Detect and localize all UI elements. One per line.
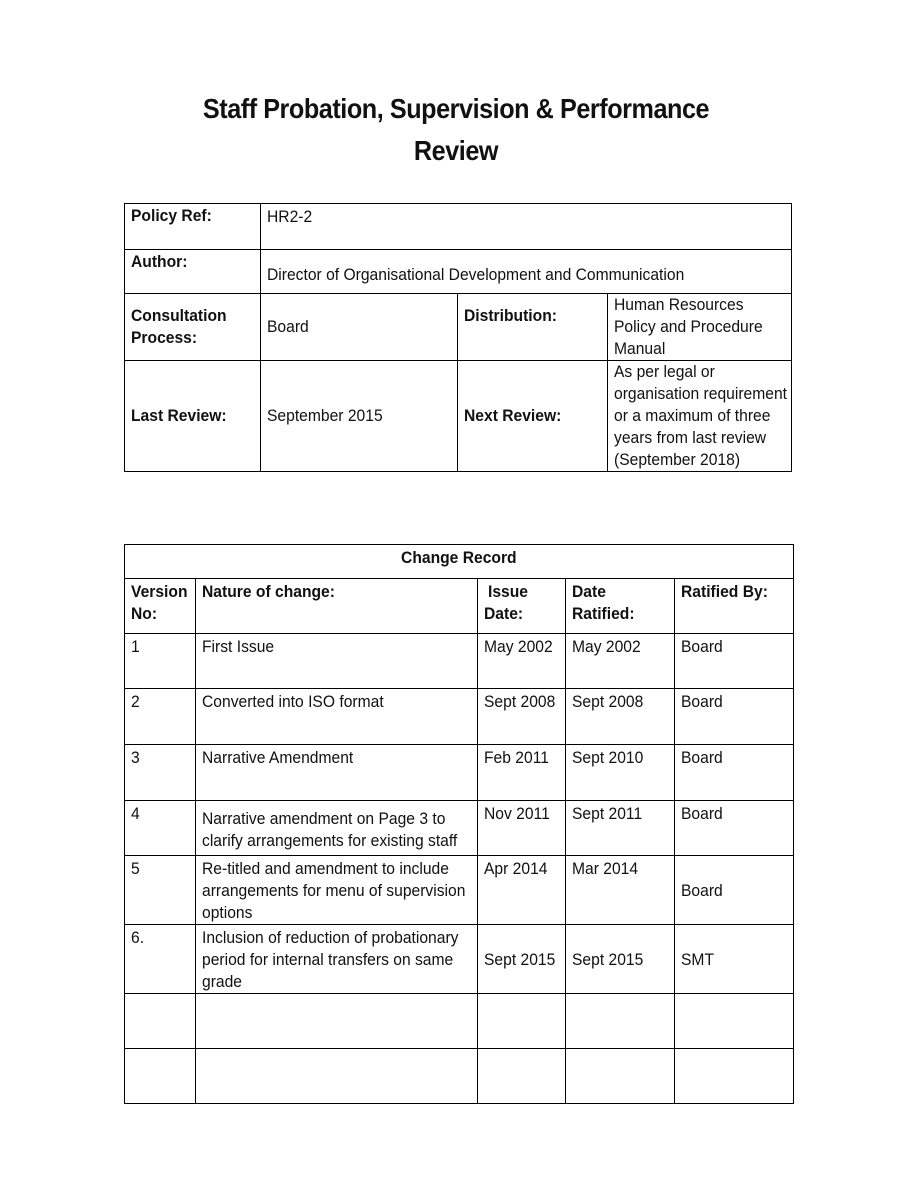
issue-date-value: Sept 2015 xyxy=(484,950,556,969)
date-ratified-cell xyxy=(566,925,675,994)
version-cell xyxy=(125,801,196,856)
version-value: 2 xyxy=(131,692,140,711)
consultation-label-line-2: Process: xyxy=(131,328,198,347)
change-record-title: Change Record xyxy=(401,548,517,567)
consultation-value: Board xyxy=(267,317,309,336)
issue-date-cell xyxy=(478,634,566,689)
date-ratified-value: Mar 2014 xyxy=(572,859,639,878)
nature-value-line: Inclusion of reduction of probationary xyxy=(202,928,459,947)
consultation-label-line-1: Consultation xyxy=(131,306,227,325)
nature-value-line: arrangements for menu of supervision xyxy=(202,881,466,900)
nature-cell xyxy=(196,856,478,925)
distribution-label-cell xyxy=(458,294,608,361)
version-value: 6. xyxy=(131,928,145,947)
empty-cell xyxy=(196,1049,478,1104)
date-ratified-cell xyxy=(566,634,675,689)
date-ratified-value: May 2002 xyxy=(572,637,641,656)
header-date-ratified-line: Date xyxy=(572,582,606,601)
issue-date-value: Sept 2008 xyxy=(484,692,556,711)
page-title xyxy=(46,88,867,172)
table-row-empty xyxy=(125,994,794,1049)
version-value: 4 xyxy=(131,804,140,823)
header-version xyxy=(125,579,196,634)
header-date-ratified-line: Ratified: xyxy=(572,604,635,623)
ratified-by-cell xyxy=(675,801,794,856)
policy-ref-value: HR2-2 xyxy=(267,207,313,226)
ratified-by-value: Board xyxy=(681,692,723,711)
consultation-label-cell xyxy=(125,294,261,361)
issue-date-cell xyxy=(478,689,566,745)
table-row xyxy=(125,801,794,856)
header-nature xyxy=(196,579,478,634)
consultation-row xyxy=(125,294,792,361)
header-version-line: No: xyxy=(131,604,158,623)
last-review-label-cell xyxy=(125,361,261,472)
date-ratified-value: Sept 2008 xyxy=(572,692,644,711)
issue-date-value: Feb 2011 xyxy=(484,748,549,767)
consultation-value-cell xyxy=(261,294,458,361)
last-review-value: September 2015 xyxy=(267,406,383,425)
ratified-by-value: Board xyxy=(681,748,723,767)
last-review-label: Last Review: xyxy=(131,406,227,425)
nature-cell xyxy=(196,634,478,689)
ratified-by-cell xyxy=(675,689,794,745)
next-review-value-line: (September 2018) xyxy=(614,450,741,469)
change-record-table xyxy=(124,544,794,1104)
nature-value-line: Re-titled and amendment to include xyxy=(202,859,449,878)
policy-ref-label: Policy Ref: xyxy=(131,206,212,225)
author-value-cell xyxy=(261,250,792,294)
nature-cell xyxy=(196,801,478,856)
next-review-label: Next Review: xyxy=(464,406,562,425)
version-cell xyxy=(125,689,196,745)
issue-date-value: Apr 2014 xyxy=(484,859,548,878)
next-review-label-cell xyxy=(458,361,608,472)
version-cell xyxy=(125,856,196,925)
header-issue-date-line: Issue xyxy=(488,582,529,601)
next-review-value-cell xyxy=(608,361,792,472)
empty-cell xyxy=(675,1049,794,1104)
distribution-value-cell xyxy=(608,294,792,361)
next-review-value-line: organisation requirement xyxy=(614,384,788,403)
ratified-by-value: Board xyxy=(681,881,723,900)
header-ratified-by xyxy=(675,579,794,634)
distribution-value-line: Manual xyxy=(614,339,666,358)
date-ratified-value: Sept 2010 xyxy=(572,748,644,767)
issue-date-cell xyxy=(478,925,566,994)
review-row xyxy=(125,361,792,472)
issue-date-cell xyxy=(478,801,566,856)
table-row-empty xyxy=(125,1049,794,1104)
date-ratified-cell xyxy=(566,689,675,745)
policy-ref-value-cell xyxy=(261,204,792,250)
nature-value: First Issue xyxy=(202,637,275,656)
ratified-by-value: Board xyxy=(681,804,723,823)
version-cell xyxy=(125,925,196,994)
empty-cell xyxy=(675,994,794,1049)
next-review-value-line: or a maximum of three xyxy=(614,406,771,425)
table-row xyxy=(125,745,794,801)
policy-info-table xyxy=(124,203,792,472)
date-ratified-cell xyxy=(566,856,675,925)
nature-value-line: grade xyxy=(202,972,243,991)
header-date-ratified xyxy=(566,579,675,634)
ratified-by-cell xyxy=(675,634,794,689)
empty-cell xyxy=(196,994,478,1049)
version-cell xyxy=(125,634,196,689)
next-review-value-line: As per legal or xyxy=(614,362,715,381)
empty-cell xyxy=(125,1049,196,1104)
author-label-cell xyxy=(125,250,261,294)
version-value: 1 xyxy=(131,637,140,656)
page-title-line-1: Staff Probation, Supervision & Performance xyxy=(202,93,710,124)
ratified-by-cell xyxy=(675,925,794,994)
empty-cell xyxy=(566,1049,675,1104)
distribution-value-line: Human Resources xyxy=(614,295,744,314)
change-record-title-cell xyxy=(125,545,794,579)
nature-value: Converted into ISO format xyxy=(202,692,384,711)
issue-date-cell xyxy=(478,745,566,801)
header-ratified-by-label: Ratified By: xyxy=(681,582,768,601)
nature-value-line: period for internal transfers on same xyxy=(202,950,454,969)
table-row xyxy=(125,689,794,745)
policy-ref-row xyxy=(125,204,792,250)
date-ratified-cell xyxy=(566,745,675,801)
header-issue-date-line: Date: xyxy=(484,604,524,623)
change-record-header-row xyxy=(125,579,794,634)
nature-value-line: Narrative amendment on Page 3 to xyxy=(202,809,446,828)
nature-cell xyxy=(196,925,478,994)
empty-cell xyxy=(478,994,566,1049)
last-review-value-cell xyxy=(261,361,458,472)
issue-date-value: Nov 2011 xyxy=(484,804,550,823)
header-version-line: Version xyxy=(131,582,188,601)
issue-date-cell xyxy=(478,856,566,925)
date-ratified-cell xyxy=(566,801,675,856)
table-row xyxy=(125,634,794,689)
author-value: Director of Organisational Development and Communication xyxy=(267,264,685,284)
header-nature-label: Nature of change: xyxy=(202,582,335,601)
version-cell xyxy=(125,745,196,801)
version-value: 5 xyxy=(131,859,140,878)
nature-value: Narrative Amendment xyxy=(202,748,354,767)
date-ratified-value: Sept 2015 xyxy=(572,950,644,969)
issue-date-value: May 2002 xyxy=(484,637,553,656)
empty-cell xyxy=(478,1049,566,1104)
nature-value-line: options xyxy=(202,903,253,922)
ratified-by-value: SMT xyxy=(681,950,715,969)
table-row xyxy=(125,856,794,925)
empty-cell xyxy=(566,994,675,1049)
version-value: 3 xyxy=(131,748,140,767)
empty-cell xyxy=(125,994,196,1049)
nature-cell xyxy=(196,745,478,801)
distribution-value-line: Policy and Procedure xyxy=(614,317,763,336)
distribution-label: Distribution: xyxy=(464,306,557,325)
nature-value-line: clarify arrangements for existing staff xyxy=(202,831,458,850)
next-review-value-line: years from last review xyxy=(614,428,767,447)
author-label: Author: xyxy=(131,252,188,271)
policy-ref-label-cell xyxy=(125,204,261,250)
nature-cell xyxy=(196,689,478,745)
change-record-title-row xyxy=(125,545,794,579)
ratified-by-value: Board xyxy=(681,637,723,656)
page-title-line-2: Review xyxy=(413,135,499,166)
ratified-by-cell xyxy=(675,745,794,801)
date-ratified-value: Sept 2011 xyxy=(572,804,643,823)
table-row xyxy=(125,925,794,994)
ratified-by-cell xyxy=(675,856,794,925)
header-issue-date xyxy=(478,579,566,634)
author-row xyxy=(125,250,792,294)
